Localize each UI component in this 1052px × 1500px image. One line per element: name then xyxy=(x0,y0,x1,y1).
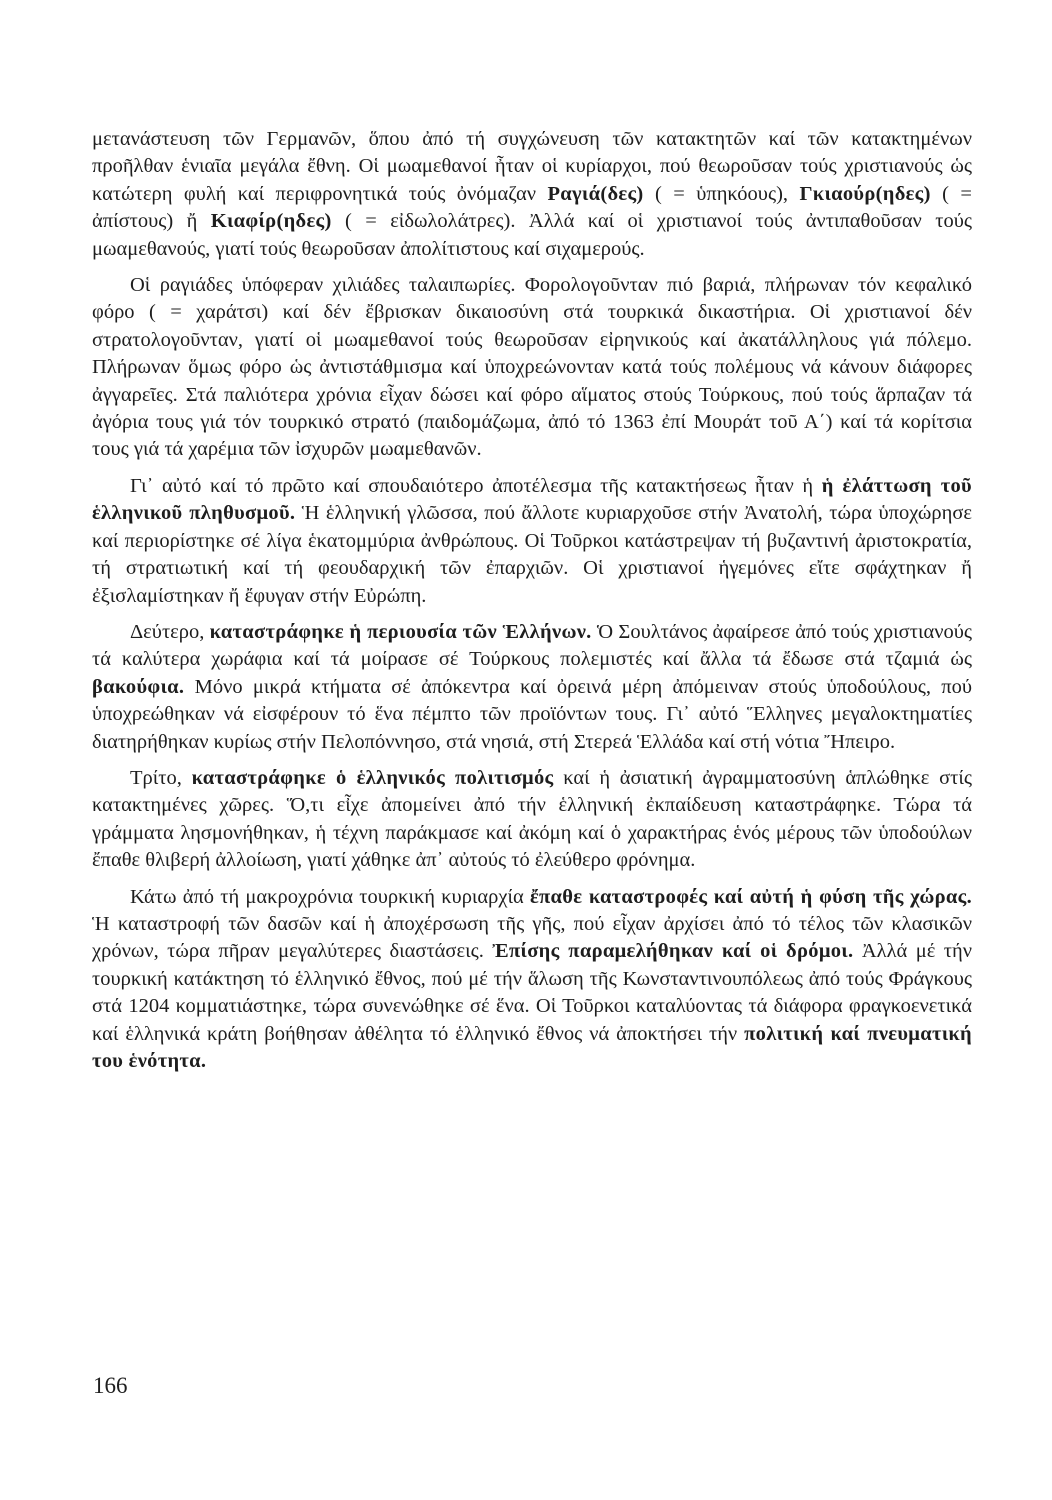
bold-text-segment: καταστράφηκε ὁ ἑλληνικός πολιτισμός xyxy=(191,766,554,789)
bold-text-segment: βακούφια. xyxy=(92,675,185,698)
text-segment: Μόνο μικρά κτήματα σέ ἀπόκεντρα καί ὀρεινά μέρη ἀπόμειναν στούς ὑποδούλους, πού ὑποχρεώθηκαν νά εἰσφέρουν τό ἕνα πέμπτο τῶν προϊόντων τους. Γι᾽ αὐτό Ἕλληνες μεγαλοκτηματίες διατηρήθηκαν κυρίως στήν Πελοπόννησο, στά νησιά, στή Στερεά Ἑλλάδα καί στή νότια Ἤπειρο. xyxy=(92,675,972,753)
text-segment: Ἡ ἑλληνική γλῶσσα, πού ἄλλοτε κυριαρχοῦσε στήν Ἀνατολή, τώρα ὑποχώρησε καί περιορίστηκε σέ λίγα ἑκατομμύρια ἀνθρώπους. Οἱ Τοῦρκοι κατάστρεψαν τή βυζαντινή ἀριστοκρατία, τή στρατιωτική καί τή φεουδαρχική τῶν ἐπαρχιῶν. Οἱ χριστιανοί ἡγεμόνες εἴτε σφάχτηκαν ἤ ἐξισλαμίστηκαν ἤ ἔφυγαν στήν Εὐρώπη. xyxy=(92,502,972,607)
text-segment: Γι᾽ αὐτό καί τό πρῶτο καί σπουδαιότερο ἀποτέλεσμα τῆς κατακτήσεως ἦταν ἡ xyxy=(130,474,822,497)
bold-text-segment: Κιαφίρ(ηδες) xyxy=(210,210,332,233)
text-segment: ( = εἰδωλολάτρες). Ἀλλά καί οἱ χριστιανοί τούς ἀντιπαθοῦσαν τούς μωαμεθανούς, γιατί τούς θεωροῦσαν ἀπολίτιστους καί σιχαμερούς. xyxy=(92,210,972,260)
bold-text-segment: Ραγιά(δες) xyxy=(547,182,644,205)
page-body xyxy=(92,126,972,1075)
paragraph-6 xyxy=(92,884,972,1076)
paragraph-5 xyxy=(92,765,972,875)
text-segment: Ἡ καταστροφή τῶν δασῶν καί ἡ ἀποχέρσωση τῆς γῆς, πού εἶχαν ἀρχίσει ἀπό τό τέλος τῶν κλασικῶν χρόνων, τώρα πῆραν μεγαλύτερες διαστάσεις. xyxy=(92,912,972,963)
bold-text-segment: Γκιαούρ(ηδες) xyxy=(799,182,931,205)
text-segment: Τρίτο, xyxy=(130,766,192,789)
paragraph-1 xyxy=(92,126,972,263)
text-segment: Κάτω ἀπό τή μακροχρόνια τουρκική κυριαρχία xyxy=(130,885,530,908)
text-segment: ( = ἀπίστους) ἤ xyxy=(92,182,972,233)
text-segment: ( = ὑπηκόους), xyxy=(643,182,800,205)
text-segment: Οἱ ραγιάδες ὑπόφεραν χιλιάδες ταλαιπωρίες. Φορολογοῦνταν πιό βαριά, πλήρωναν τόν κεφαλικό φόρο ( = χαράτσι) καί δέν ἔβρισκαν δικαιοσύνη στά τουρκικά δικαστήρια. Οἱ χριστιανοί δέν στρατολογοῦνταν, γιατί οἱ μωαμεθανοί τούς θεωροῦσαν εἰρηνικούς καί ἀκατάλληλους γιά πόλεμο. Πλήρωναν ὅμως φόρο ὡς ἀντιστάθμισμα καί ὑποχρεώνονταν κατά τούς πολέμους νά κάνουν διάφορες ἀγγαρεῖες. Στά παλιότερα χρόνια εἶχαν δώσει καί φόρο αἵματος στούς Τούρκους, πού τούς ἅρπαζαν τά ἀγόρια τους γιά τόν τουρκικό στρατό (παιδομάζωμα, ἀπό τό 1363 ἐπί Μουράτ τοῦ Α΄) καί τά κορίτσια τους γιά τά χαρέμια τῶν ἰσχυρῶν μωαμεθανῶν. xyxy=(92,274,972,461)
text-segment: Ἀλλά μέ τήν τουρκική κατάκτηση τό ἑλληνικό ἔθνος, πού μέ τήν ἅλωση τῆς Κωνσταντινουπόλεως ἀπό τούς Φράγκους στά 1204 κομματιάστηκε, τώρα συνενώθηκε σέ ἕνα. Οἱ Τοῦρκοι καταλύοντας τά διάφορα φραγκοενετικά καί ἑλληνικά κράτη βοήθησαν ἀθέλητα τό ἑλληνικό ἔθνος νά ἀποκτήσει τήν xyxy=(92,940,972,1045)
bold-text-segment: καταστράφηκε ἡ περιουσία τῶν Ἑλλήνων. xyxy=(209,620,592,643)
text-segment: καί ἡ ἀσιατική ἀγραμματοσύνη ἁπλώθηκε στίς κατακτημένες χῶρες. Ὅ,τι εἶχε ἀπομείνει ἀπό τήν ἑλληνική ἐκπαίδευση καταστράφηκε. Τώρα τά γράμματα λησμονήθηκαν, ἡ τέχνη παράκμασε καί ἀκόμη καί ὁ χαρακτήρας ἑνός μέρους τῶν ὑποδούλων ἔπαθε θλιβερή ἀλλοίωση, γιατί χάθηκε ἀπ᾽ αὐτούς τό ἐλεύθερο φρόνημα. xyxy=(92,766,972,872)
bold-text-segment: ἔπαθε καταστροφές καί αὐτή ἡ φύση τῆς χώρας. xyxy=(529,885,972,908)
bold-text-segment: Ἐπίσης παραμελήθηκαν καί οἱ δρόμοι. xyxy=(492,940,854,963)
paragraph-3 xyxy=(92,473,972,610)
bold-text-segment: πολιτική καί πνευματική του ἑνότητα. xyxy=(92,1022,972,1072)
page-number: 166 xyxy=(93,1373,128,1398)
bold-text-segment: ἡ ἐλάττωση τοῦ ἑλληνικοῦ πληθυσμοῦ. xyxy=(92,474,972,525)
paragraph-4 xyxy=(92,619,972,756)
text-segment: μετανάστευση τῶν Γερμανῶν, ὅπου ἀπό τή συγχώνευση τῶν κατακτητῶν καί τῶν κατακτημένων προῆλθαν ἑνιαῖα μεγάλα ἔθνη. Οἱ μωαμεθανοί ἦταν οἱ κυρίαρχοι, πού θεωροῦσαν τούς χριστιανούς ὡς κατώτερη φυλή καί περιφρονητικά τούς ὀνόμαζαν xyxy=(92,128,972,205)
text-segment: Ὁ Σουλτάνος ἀφαίρεσε ἀπό τούς χριστιανούς τά καλύτερα χωράφια καί τά μοίρασε σέ Τούρκους πολεμιστές καί ἄλλα τά ἔδωσε στά τζαμιά ὡς xyxy=(92,620,972,671)
text-segment: Δεύτερο, xyxy=(130,620,210,643)
paragraph-2 xyxy=(92,272,972,464)
